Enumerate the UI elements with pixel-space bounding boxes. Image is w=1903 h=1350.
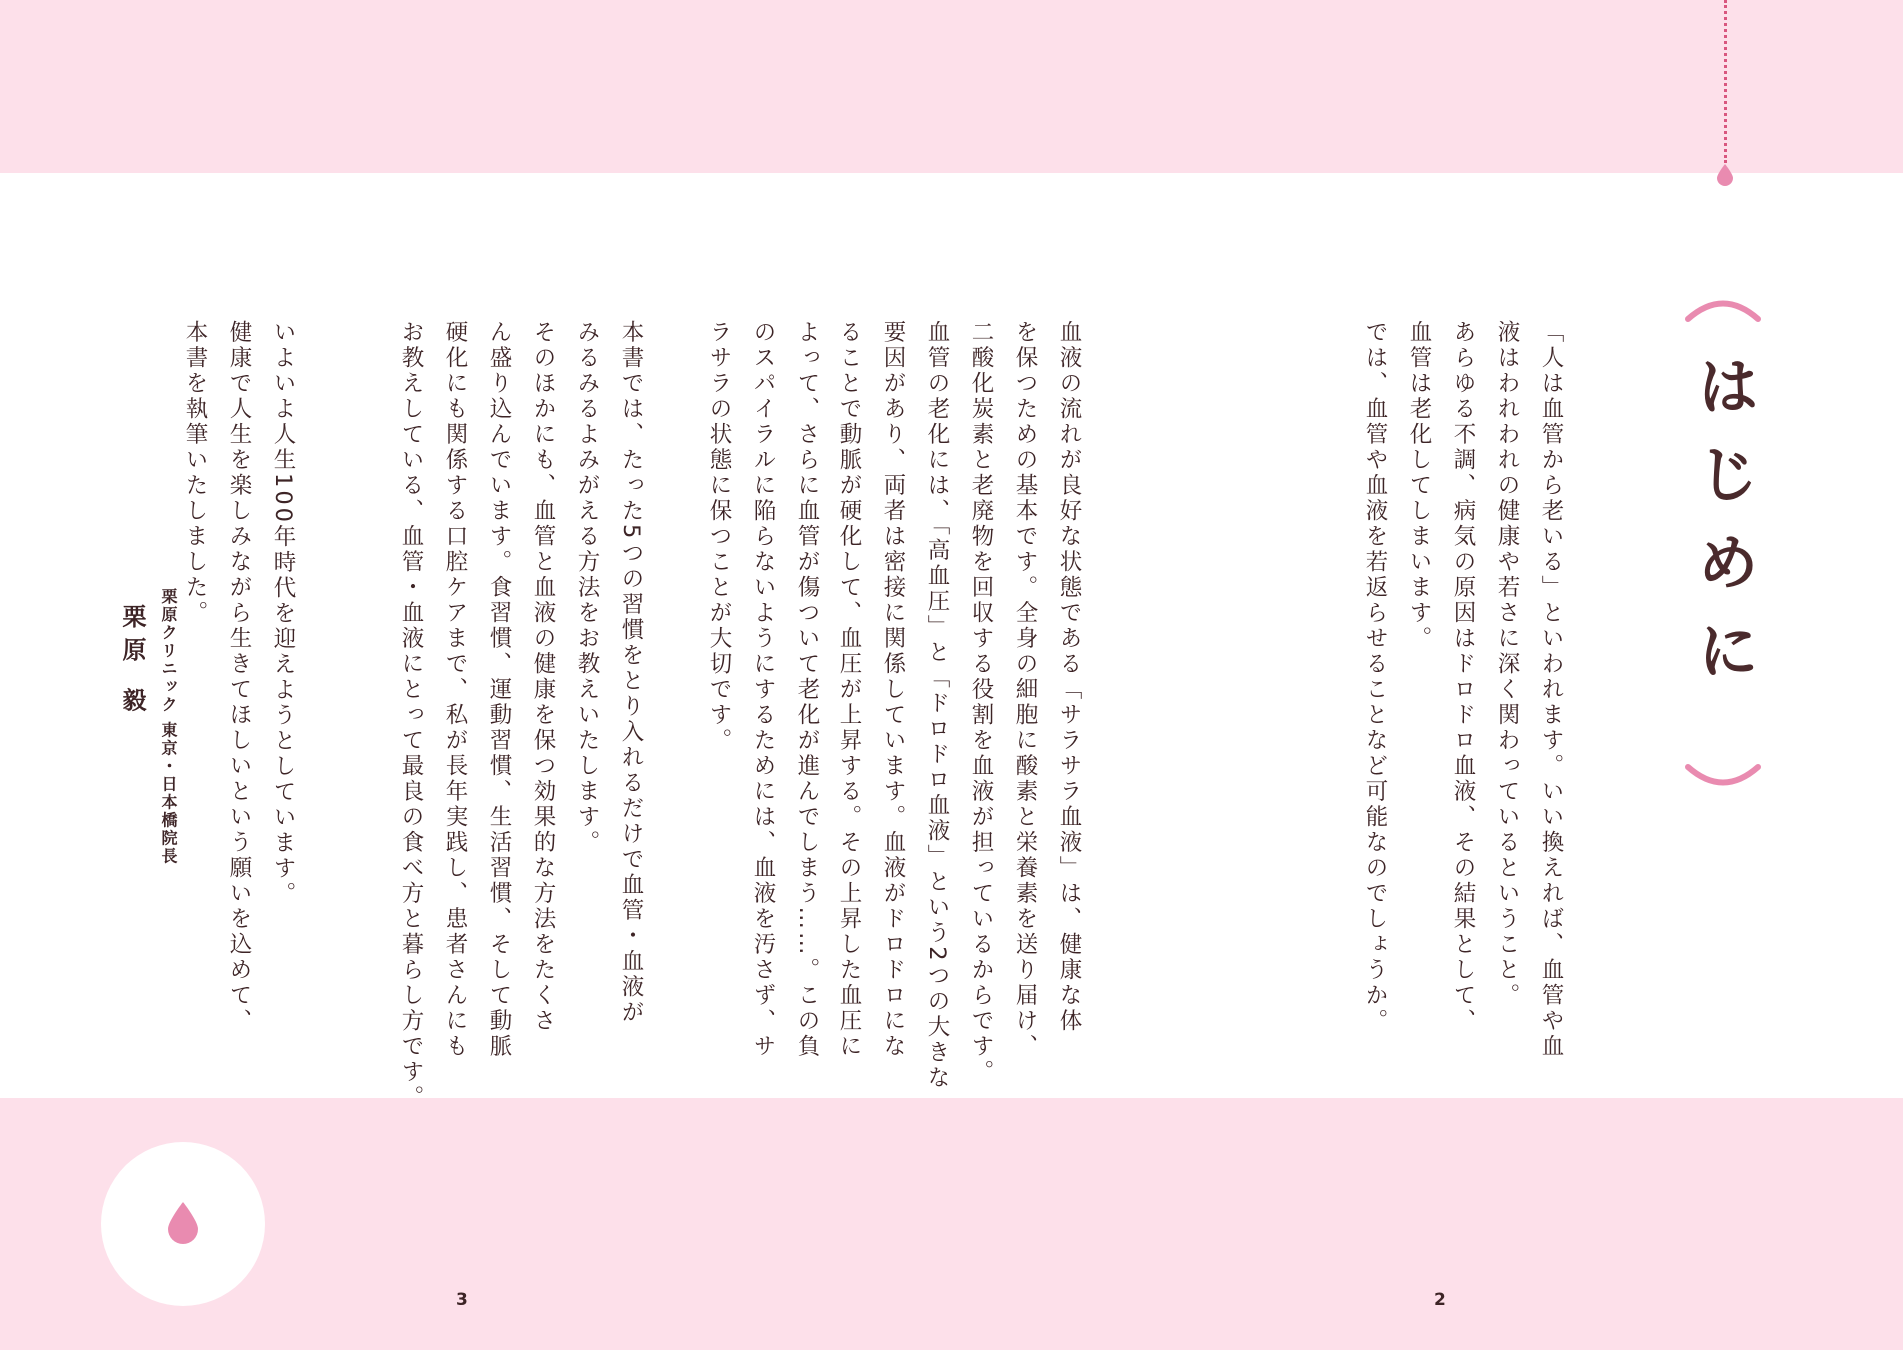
dotted-drip-line — [1724, 0, 1727, 163]
text-line: 液はわれわれの健康や若さに深く関わっているということ。 — [1494, 320, 1520, 1009]
text-line: では、血管や血液を若返らせることなど可能なのでしょうか。 — [1362, 320, 1388, 1034]
text-line: 本書を執筆いたしました。 — [182, 320, 208, 626]
text-line: 二酸化炭素と老廃物を回収する役割を血液が担っているからです。 — [968, 320, 994, 1085]
text-line: あらゆる不調、病気の原因はドロドロ血液、その結果として、 — [1450, 320, 1476, 1034]
top-pink-band — [0, 0, 1903, 173]
text-line — [305, 320, 349, 1034]
chapter-title — [1685, 296, 1761, 796]
text-line: を保つための基本です。全身の細胞に酸素と栄養素を送り届け、 — [1012, 320, 1038, 1060]
text-line: 「人は血管から老いる」といわれます。いい換えれば、血管や血 — [1538, 320, 1564, 1060]
page-number-right: 2 — [1434, 1290, 1446, 1310]
text-line: ることで動脈が硬化して、血圧が上昇する。その上昇した血圧に — [836, 320, 862, 1060]
text-line — [653, 320, 697, 1111]
paragraph-block-4 — [173, 320, 349, 1034]
bottom-pink-band — [0, 1098, 1903, 1350]
page-number-left: 3 — [456, 1290, 468, 1310]
text-line: 血管は老化してしまいます。 — [1406, 320, 1432, 652]
text-line: ラサラの状態に保つことが大切です。 — [706, 320, 732, 754]
text-line: 要因があり、両者は密接に関係しています。血液がドロドロにな — [880, 320, 906, 1060]
chapter-title-text: はじめに — [1687, 354, 1760, 706]
text-line: のスパイラルに陥らないようにするためには、血液を汚さず、サ — [750, 320, 776, 1060]
text-line: 血管の老化には、「高血圧」と「ドロドロ血液」という2つの大きな — [924, 320, 950, 1092]
author-affiliation: 栗原クリニック 東京・日本橋院長 — [159, 588, 178, 866]
title-bracket-top — [1685, 296, 1761, 322]
text-line: 健康で人生を楽しみながら生きてほしいという願いを込めて、 — [226, 320, 252, 1034]
text-line: ん盛り込んでいます。食習慣、運動習慣、生活習慣、そして動脈 — [486, 320, 512, 1060]
text-line: 硬化にも関係する口腔ケアまで、私が長年実践し、患者さんにも — [442, 320, 468, 1060]
author-signature — [118, 588, 186, 866]
text-line: そのほかにも、血管と血液の健康を保つ効果的な方法をたくさ — [530, 320, 556, 1034]
author-name: 栗原 毅 — [118, 604, 146, 721]
text-line: お教えしている、血管・血液にとって最良の食べ方と暮らし方です。 — [398, 320, 424, 1111]
blood-drop-icon — [1717, 164, 1733, 186]
paragraph-block-3 — [389, 320, 829, 1111]
blood-drop-icon — [168, 1202, 198, 1244]
text-line: 本書では、たった5つの習慣をとり入れるだけで血管・血液が — [618, 320, 644, 1026]
text-line: よって、さらに血管が傷ついて老化が進んでしまう……。この負 — [794, 320, 820, 1060]
paragraph-block-1 — [1353, 320, 1573, 1060]
text-line: いよいよ人生100年時代を迎えようとしています。 — [270, 320, 296, 908]
text-line: みるみるよみがえる方法をお教えいたします。 — [574, 320, 600, 856]
title-bracket-bottom — [1685, 764, 1761, 790]
text-line: 血液の流れが良好な状態である「サラサラ血液」は、健康な体 — [1056, 320, 1082, 1034]
paragraph-block-2 — [827, 320, 1091, 1091]
